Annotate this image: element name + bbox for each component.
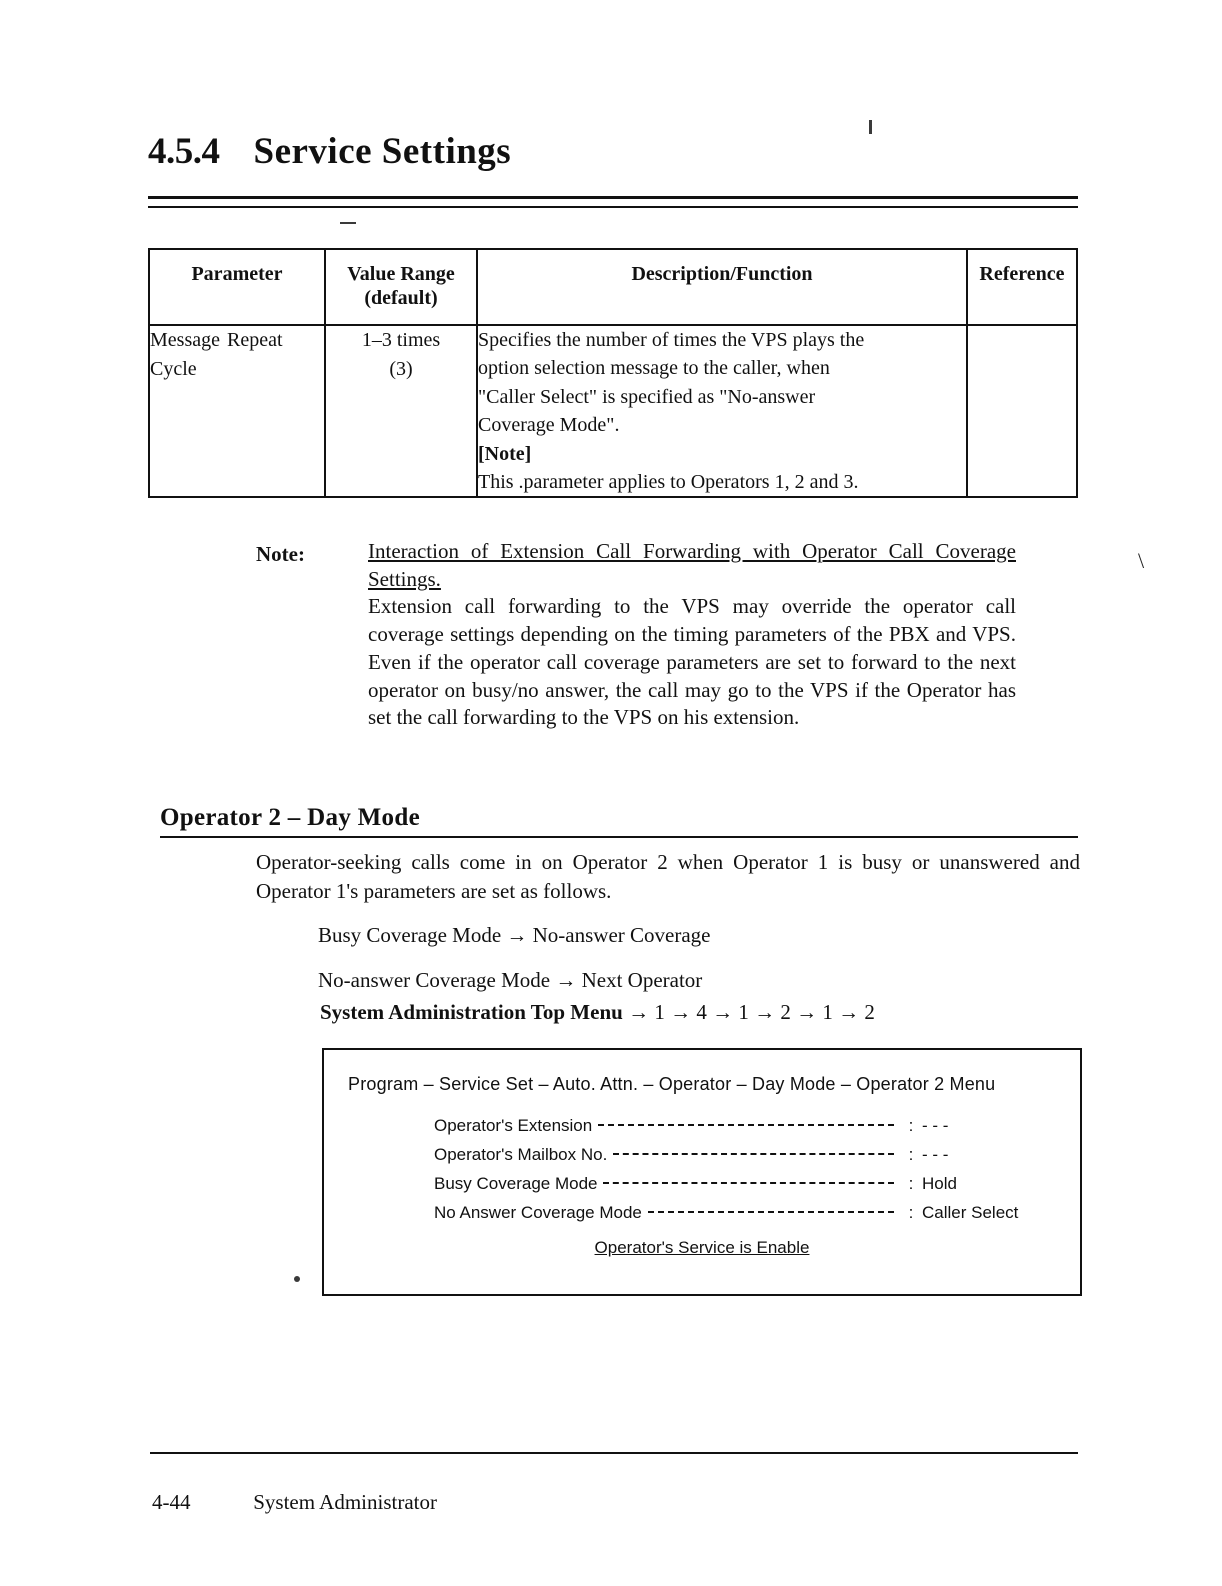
cell-value-range — [325, 325, 477, 497]
header-reference: Reference — [967, 249, 1077, 325]
leader-dots — [598, 1124, 894, 1126]
description-note-text: This .parameter applies to Operators 1, 2 and 3. — [478, 470, 859, 493]
setting-line: No-answer Coverage Mode → Next Operator — [318, 967, 703, 992]
scan-speck — [869, 120, 872, 134]
screen-field-list — [434, 1116, 1064, 1232]
screen-field-value: Hold — [922, 1174, 957, 1193]
cell-parameter: Message Repeat Cycle — [149, 325, 325, 497]
top-menu-label: System Administration Top Menu — [320, 1000, 623, 1024]
screen-field-row — [434, 1145, 1064, 1174]
table-row — [149, 325, 1077, 497]
note-heading: Interaction of Extension Call Forwarding with Operator Call Coverage Settings. — [368, 539, 1016, 591]
setting-line: Busy Coverage Mode → No-answer Coverage — [318, 923, 711, 948]
screen-field-row — [434, 1174, 1064, 1203]
cell-description — [477, 325, 967, 497]
screen-field-value: - - - — [922, 1145, 949, 1164]
section-title: Service Settings — [253, 131, 512, 172]
description-line: option selection message to the caller, when — [478, 357, 830, 380]
terminal-screen — [322, 1048, 1082, 1296]
parameter-table — [148, 248, 1078, 498]
screen-field-label: Busy Coverage Mode — [434, 1174, 598, 1193]
scan-speck — [340, 222, 356, 224]
screen-field-value: Caller Select — [922, 1203, 1019, 1222]
description-line: "Caller Select" is specified as "No-answer — [478, 385, 816, 408]
cell-value-range-main: 1–3 times — [361, 329, 441, 351]
scan-speck — [294, 1276, 300, 1282]
note-label: Note: — [256, 542, 305, 566]
page-title — [148, 130, 1078, 173]
subsection-divider — [160, 836, 1078, 838]
screen-title: Program – Service Set – Auto. Attn. – Operator – Day Mode – Operator 2 Menu — [348, 1074, 996, 1094]
screen-field-colon: : — [908, 1116, 914, 1135]
leader-dots — [613, 1153, 894, 1155]
subsection-body — [256, 848, 1080, 994]
header-value-range-main: Value Range — [347, 263, 455, 285]
note-block — [256, 538, 1016, 732]
top-menu-path — [320, 1000, 875, 1025]
description-line: Specifies the number of times the VPS plays the — [478, 329, 865, 351]
cell-value-range-default: (3) — [389, 358, 413, 380]
screen-field-colon: : — [908, 1203, 914, 1222]
note-text: Extension call forwarding to the VPS may override the operator call coverage settings depending on the timing parameters of the PBX and VPS. Even if the operator call coverage parameters are set to forward to the next operator on busy/no answer, the call may go to the VPS if the Operator has set the call forwarding to the VPS on his extension. — [368, 594, 1016, 730]
header-value-range — [325, 249, 477, 325]
footer-divider — [150, 1452, 1078, 1454]
footer-page-number: 4-44 — [152, 1490, 191, 1514]
header-value-range-sub: (default) — [364, 287, 438, 309]
screen-field-value: - - - — [922, 1116, 949, 1135]
subsection-paragraph: Operator-seeking calls come in on Operator 2 when Operator 1 is busy or unanswered and Operator 1's parameters are set as follows. — [256, 850, 1080, 903]
leader-dots — [603, 1182, 894, 1184]
screen-field-row — [434, 1203, 1064, 1232]
screen-field-label: No Answer Coverage Mode — [434, 1203, 642, 1222]
description-line: Coverage Mode". — [478, 414, 620, 437]
footer-label: System Administrator — [253, 1490, 437, 1514]
page-footer — [152, 1490, 437, 1515]
header-description: Description/Function — [477, 249, 967, 325]
subsection-heading-text: Operator 2 – Day Mode — [160, 804, 420, 831]
table-header-row — [149, 249, 1077, 325]
section-number: 4.5.4 — [148, 131, 220, 172]
screen-field-label: Operator's Extension — [434, 1116, 593, 1135]
screen-status-text: Operator's Service is Enable — [594, 1238, 810, 1257]
screen-field-row — [434, 1116, 1064, 1145]
top-menu-keys: → 1 → 4 → 1 → 2 → 1 → 2 — [628, 1000, 875, 1024]
title-divider — [148, 196, 1078, 208]
screen-field-colon: : — [908, 1174, 914, 1193]
screen-status-line — [324, 1238, 1080, 1258]
leader-dots — [648, 1211, 894, 1213]
description-note-label: [Note] — [478, 442, 532, 465]
cell-reference — [967, 325, 1077, 497]
screen-field-colon: : — [908, 1145, 914, 1164]
note-body — [368, 538, 1016, 732]
scan-tick-mark: \ — [1138, 548, 1145, 573]
header-parameter: Parameter — [149, 249, 325, 325]
subsection-heading — [160, 804, 1078, 838]
screen-field-label: Operator's Mailbox No. — [434, 1145, 608, 1164]
